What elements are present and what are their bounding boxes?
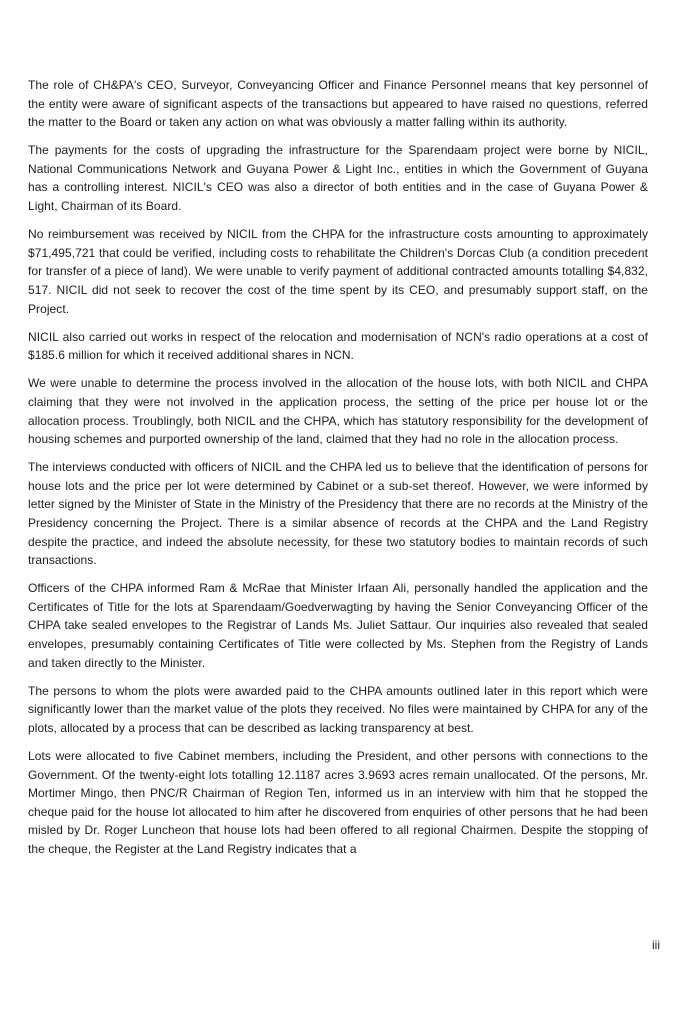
paragraph-ncn-relocation: NICIL also carried out works in respect of the relocation and modernisation of NCN's radio operations at a cost of $185.6 million for which it received additional shares in NCN. bbox=[28, 329, 648, 363]
paragraph-cabinet-lots: Lots were allocated to five Cabinet members, including the President, and other persons with connections to the Government. Of the twenty-eight lots totalling 12.1187 acres 3.9693 acres remain unallocated. Of the persons, Mr. Mortimer Mingo, then PNC/R Chairman of Region Ten, informed us in an interview with him that he stopped the cheque paid for the house lot allocated to him after he discovered from enquiries of other persons that he had been misled by Dr. Roger Luncheon that house lots had been offered to all regional Chairmen. Despite the stopping of the cheque, the Register at the Land Registry indicates that a bbox=[28, 749, 648, 856]
paragraph-chpa-officers: Officers of the CHPA informed Ram & McRae that Minister Irfaan Ali, personally handled the application and the Certificates of Title for the lots at Sparendaam/Goedverwagting by having the Senior Conveyancing Officer of the CHPA take sealed envelopes to the Registrar of Lands Ms. Juliet Sattaur. Our inquiries also revealed that sealed envelopes, presumably containing Certificates of Title were collected by Ms. Stephen from the Registry of Lands and taken directly to the Minister. bbox=[28, 581, 648, 670]
paragraph-reimbursement: No reimbursement was received by NICIL from the CHPA for the infrastructure costs amounting to approximately $71,495,721 that could be verified, including costs to rehabilitate the Children's Dorcas Club (a condition precedent for transfer of a piece of land). We were unable to verify payment of additional contracted amounts totalling $4,832, 517. NICIL did not seek to recover the cost of the time spent by its CEO, and presumably support staff, on the Project. bbox=[28, 227, 648, 316]
paragraph-market-value: The persons to whom the plots were awarded paid to the CHPA amounts outlined later in this report which were significantly lower than the market value of the plots they received. No files were maintained by CHPA for any of the plots, allocated by a process that can be described as lacking transparency at best. bbox=[28, 683, 648, 735]
paragraph-interviews: The interviews conducted with officers of NICIL and the CHPA led us to believe that the identification of persons for house lots and the price per lot were determined by Cabinet or a sub-set thereof. However, we were informed by letter signed by the Minister of State in the Ministry of the Presidency that there are no records at the Ministry of the Presidency concerning the Project. There is a similar absence of records at the CHPA and the Land Registry despite the practice, and indeed the absolute necessity, for these two statutory bodies to maintain records of such transactions. bbox=[28, 460, 648, 568]
page-number: iii bbox=[652, 938, 660, 952]
paragraph-infrastructure-payments: The payments for the costs of upgrading the infrastructure for the Sparendaam project were borne by NICIL, National Communications Network and Guyana Power & Light Inc., entities in which the Government of Guyana has a controlling interest. NICIL's CEO was also a director of both entities and in the case of Guyana Power & Light, Chairman of its Board. bbox=[28, 143, 648, 214]
paragraph-allocation-process: We were unable to determine the process involved in the allocation of the house lots, with both NICIL and CHPA claiming that they were not involved in the application process, the setting of the price per house lot or the allocation process. Troublingly, both NICIL and the CHPA, which has statutory responsibility for the development of housing schemes and purported ownership of the land, claimed that they had no role in the allocation process. bbox=[28, 376, 648, 447]
paragraph-ceo-role: The role of CH&PA's CEO, Surveyor, Conveyancing Officer and Finance Personnel means that key personnel of the entity were aware of significant aspects of the transactions but appeared to have raised no questions, referred the matter to the Board or taken any action on what was obviously a matter falling within its authority. bbox=[28, 78, 648, 130]
document-body bbox=[28, 76, 648, 868]
